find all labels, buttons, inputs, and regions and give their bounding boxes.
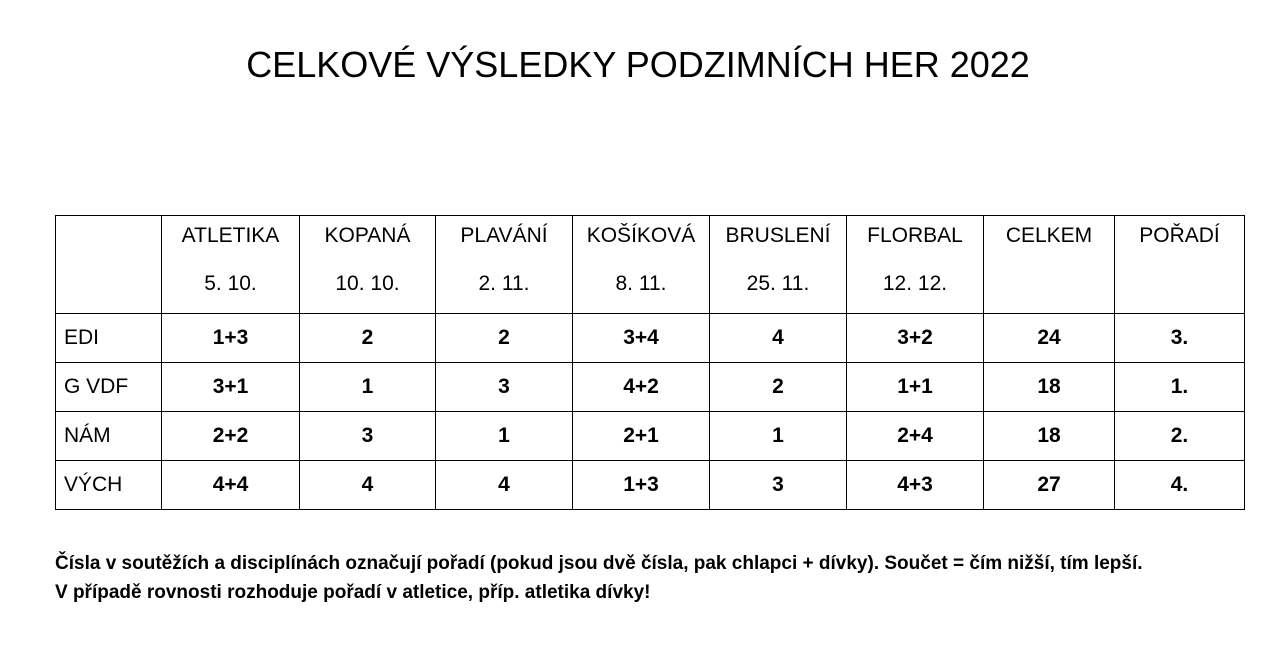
table-cell: 3 xyxy=(710,461,847,510)
table-cell: 3 xyxy=(436,363,573,412)
header-cell-florbal xyxy=(847,216,984,314)
table-cell: 1 xyxy=(300,363,436,412)
total-cell: 18 xyxy=(984,363,1115,412)
total-cell: 24 xyxy=(984,314,1115,363)
table-cell: 2+2 xyxy=(162,412,300,461)
column-name: CELKEM xyxy=(1005,224,1093,247)
table-cell: 2+1 xyxy=(573,412,710,461)
rank-cell: 1. xyxy=(1115,363,1245,412)
table-cell: 1+3 xyxy=(573,461,710,510)
table-row xyxy=(56,363,1245,412)
header-cell-kosikova xyxy=(573,216,710,314)
table-cell: 1 xyxy=(710,412,847,461)
footnote-line: V případě rovnosti rozhoduje pořadí v atletice, příp. atletika dívky! xyxy=(55,582,651,603)
team-name: NÁM xyxy=(56,412,162,461)
header-cell-poradi xyxy=(1115,216,1245,314)
footnote xyxy=(55,549,1255,607)
table-row xyxy=(56,314,1245,363)
header-cell-plavani xyxy=(436,216,573,314)
table-cell: 2 xyxy=(436,314,573,363)
table-cell: 4+2 xyxy=(573,363,710,412)
results-table xyxy=(55,215,1245,510)
table-row xyxy=(56,412,1245,461)
header-cell-kopana xyxy=(300,216,436,314)
table-cell: 3+4 xyxy=(573,314,710,363)
header-cell-team xyxy=(56,216,162,314)
total-cell: 18 xyxy=(984,412,1115,461)
rank-cell: 2. xyxy=(1115,412,1245,461)
column-name: ATLETIKA xyxy=(181,224,280,247)
column-name: FLORBAL xyxy=(867,224,963,247)
table-cell: 1 xyxy=(436,412,573,461)
table-cell: 2 xyxy=(710,363,847,412)
table-row xyxy=(56,461,1245,510)
header-cell-brusleni xyxy=(710,216,847,314)
team-name: G VDF xyxy=(56,363,162,412)
footnote-line: Čísla v soutěžích a disciplínách označují pořadí (pokud jsou dvě čísla, pak chlapci + dívky). Součet = čím nižší, tím lepší. xyxy=(55,553,1143,574)
column-date: 25. 11. xyxy=(746,272,810,295)
table-cell: 4 xyxy=(710,314,847,363)
column-date: 12. 12. xyxy=(882,272,948,295)
rank-cell: 4. xyxy=(1115,461,1245,510)
column-name: KOŠÍKOVÁ xyxy=(586,224,696,247)
table-cell: 4+4 xyxy=(162,461,300,510)
table-cell: 4 xyxy=(300,461,436,510)
header-cell-atletika xyxy=(162,216,300,314)
column-date: 8. 11. xyxy=(615,272,667,295)
table-cell: 1+1 xyxy=(847,363,984,412)
team-name: VÝCH xyxy=(56,461,162,510)
rank-cell: 3. xyxy=(1115,314,1245,363)
team-name: EDI xyxy=(56,314,162,363)
column-name: BRUSLENÍ xyxy=(725,224,831,247)
header-cell-celkem xyxy=(984,216,1115,314)
total-cell: 27 xyxy=(984,461,1115,510)
column-date: 2. 11. xyxy=(478,272,530,295)
column-date: 5. 10. xyxy=(204,272,257,295)
header-row xyxy=(56,216,1245,314)
table-cell: 3+1 xyxy=(162,363,300,412)
page-title: CELKOVÉ VÝSLEDKY PODZIMNÍCH HER 2022 xyxy=(246,44,1030,85)
table-cell: 4 xyxy=(436,461,573,510)
table-cell: 3+2 xyxy=(847,314,984,363)
column-name: POŘADÍ xyxy=(1139,224,1220,247)
table-cell: 1+3 xyxy=(162,314,300,363)
table-cell: 2+4 xyxy=(847,412,984,461)
table-cell: 2 xyxy=(300,314,436,363)
table-cell: 4+3 xyxy=(847,461,984,510)
column-name: KOPANÁ xyxy=(324,224,411,247)
column-name: PLAVÁNÍ xyxy=(460,224,548,247)
table-cell: 3 xyxy=(300,412,436,461)
column-date: 10. 10. xyxy=(335,272,400,295)
